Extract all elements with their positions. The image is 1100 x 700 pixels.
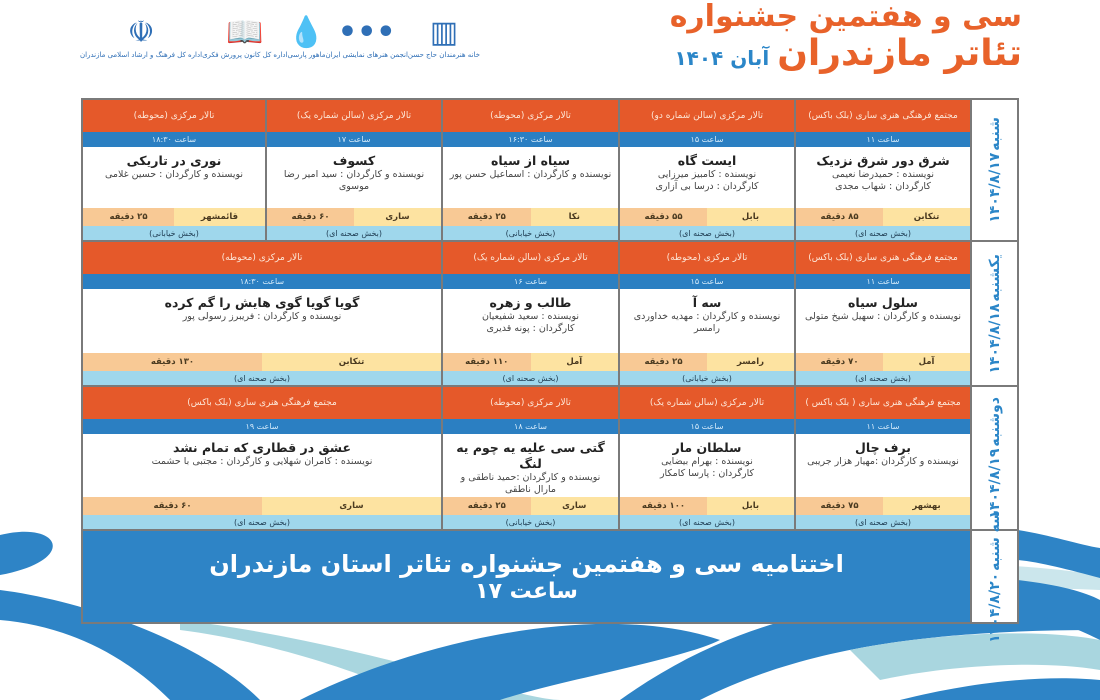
schedule-grid: [81, 98, 1019, 643]
event-cell[interactable]: تالار مرکزی (سالن شماره یک) ساعت ۱۵ سلطان مار نویسنده : بهرام بیضایی کارگردان : پارسا کامکار بابل ۱۰۰ دقیقه (بخش صحنه ای): [618, 387, 794, 529]
event-cell[interactable]: تالار مرکزی (سالن شماره یک) ساعت ۱۷ کسوف نویسنده و کارگردان : سید امیر رضا موسوی ساری ۶۰ دقیقه (بخش صحنه ای): [265, 100, 441, 240]
day-label: یکشنبه ۱۴۰۴/۸/۱۸: [970, 242, 1017, 385]
building-icon: ▥: [429, 15, 459, 50]
sponsor-logos: [80, 6, 480, 70]
day-label: شنبه ۱۴۰۴/۸/۱۷: [970, 100, 1017, 240]
title-line-1: سی و هفتمین جشنواره: [669, 0, 1022, 34]
title-line-2: تئاتر مازندران آبان ۱۴۰۴: [674, 33, 1022, 74]
day-label: دوشنبه ۱۴۰۴/۸/۱۹: [970, 387, 1017, 529]
dots-icon: •••: [337, 15, 396, 50]
emblem-icon: ☫: [127, 15, 155, 50]
event-cell[interactable]: تالار مرکزی (محوطه) ساعت ۱۸ گتی سی علیه یه چوم یه لنگ نویسنده و کارگردان :حمید ناطقی و مارال ناطقی ساری ۲۵ دقیقه (بخش خیابانی): [441, 387, 618, 529]
day-label: سه شنبه ۱۴۰۴/۸/۲۰: [970, 531, 1017, 622]
title-date: آبان ۱۴۰۴: [674, 46, 770, 70]
dots-logo: ••• انجمن هنرهای نمایشی ایران: [325, 15, 408, 59]
event-cell[interactable]: مجتمع فرهنگی هنری ساری (بلک باکس) ساعت ۱۱ سلول سیاه نویسنده و کارگردان : سهیل شیخ متولی آمل ۷۰ دقیقه (بخش صحنه ای): [794, 242, 970, 385]
drop-icon: 💧: [287, 15, 326, 50]
duration: ۸۵ دقیقه: [796, 208, 883, 226]
building-logo: ▥ خانه هنرمندان حاج حسن: [407, 15, 480, 59]
day-row-saturday: [83, 100, 1017, 240]
event-cell[interactable]: تالار مرکزی (سالن شماره یک) ساعت ۱۶ طالب و زهره نویسنده : سعید شفیعیان کارگردان : پونه قدیری آمل ۱۱۰ دقیقه (بخش صحنه ای): [441, 242, 618, 385]
festival-title: [669, 0, 1022, 78]
event-cell[interactable]: مجتمع فرهنگی هنری ساری ( بلک باکس ) ساعت ۱۱ برف چال نویسنده و کارگردان :مهیار هزار جریبی بهشهر ۷۵ دقیقه (بخش صحنه ای): [794, 387, 970, 529]
day-row-monday: [83, 387, 1017, 529]
book-icon: 📖: [226, 15, 264, 50]
event-cell[interactable]: مجتمع فرهنگی هنری ساری (بلک باکس) ساعت ۱۱ شرق دور شرق نزدیک نویسنده : حمیدرضا نعیمی کارگردان : شهاب مجدی تنکابن ۸۵ دقیقه (بخش صحنه ای): [794, 100, 970, 240]
time: ساعت ۱۱: [796, 132, 970, 147]
play-title: شرق دور شرق نزدیک: [816, 153, 950, 168]
emblem-logo: ☫ اداره کل فرهنگ و ارشاد اسلامی مازندران: [80, 15, 203, 59]
closing-banner[interactable]: اختتامیه سی و هفتمین جشنواره تئاتر استان مازندران ساعت ۱۷: [83, 531, 970, 622]
event-cell[interactable]: تالار مرکزی (محوطه) ساعت ۱۸:۳۰ نوری در تاریکی نویسنده و کارگردان : حسین غلامی قائمشهر ۲۵ دقیقه (بخش خیابانی): [83, 100, 265, 240]
event-cell[interactable]: مجتمع فرهنگی هنری ساری (بلک باکس) ساعت ۱۹ عشق در قطاری که تمام نشد نویسنده : کامران شهلایی و کارگردان : مجتبی با حشمت ساری ۶۰ دقیقه (بخش صحنه ای): [83, 387, 441, 529]
venue: مجتمع فرهنگی هنری ساری (بلک باکس): [796, 100, 970, 132]
book-logo: 📖 اداره کل کانون پرورش فکری: [202, 15, 288, 59]
closing-ceremony-row: [83, 510, 1017, 643]
event-cell[interactable]: تالار مرکزی (سالن شماره دو) ساعت ۱۵ ایست گاه نویسنده : کامبیز میرزایی کارگردان : درسا بی آزاری بابل ۵۵ دقیقه (بخش صحنه ای): [618, 100, 794, 240]
event-cell[interactable]: تالار مرکزی (محوطه) ساعت ۱۸:۳۰ گویا گویا گوی هایش را گم کرده نویسنده و کارگردان : فریبرز رسولی پور تنکابن ۱۳۰ دقیقه (بخش صحنه ای): [83, 242, 441, 385]
event-cell[interactable]: تالار مرکزی (محوطه) ساعت ۱۵ سه آ نویسنده و کارگردان : مهدیه خداوردی رامسر رامسر ۲۵ دقیقه (بخش خیابانی): [618, 242, 794, 385]
city: تنکابن: [883, 208, 970, 226]
day-row-sunday: [83, 242, 1017, 385]
drop-logo: 💧 ماهور پارسی: [287, 15, 326, 59]
event-cell[interactable]: تالار مرکزی (محوطه) ساعت ۱۶:۳۰ سیاه از سیاه نویسنده و کارگردان : اسماعیل حسن پور نکا ۲۵ دقیقه (بخش خیابانی): [441, 100, 618, 240]
section: (بخش صحنه ای): [796, 226, 970, 240]
